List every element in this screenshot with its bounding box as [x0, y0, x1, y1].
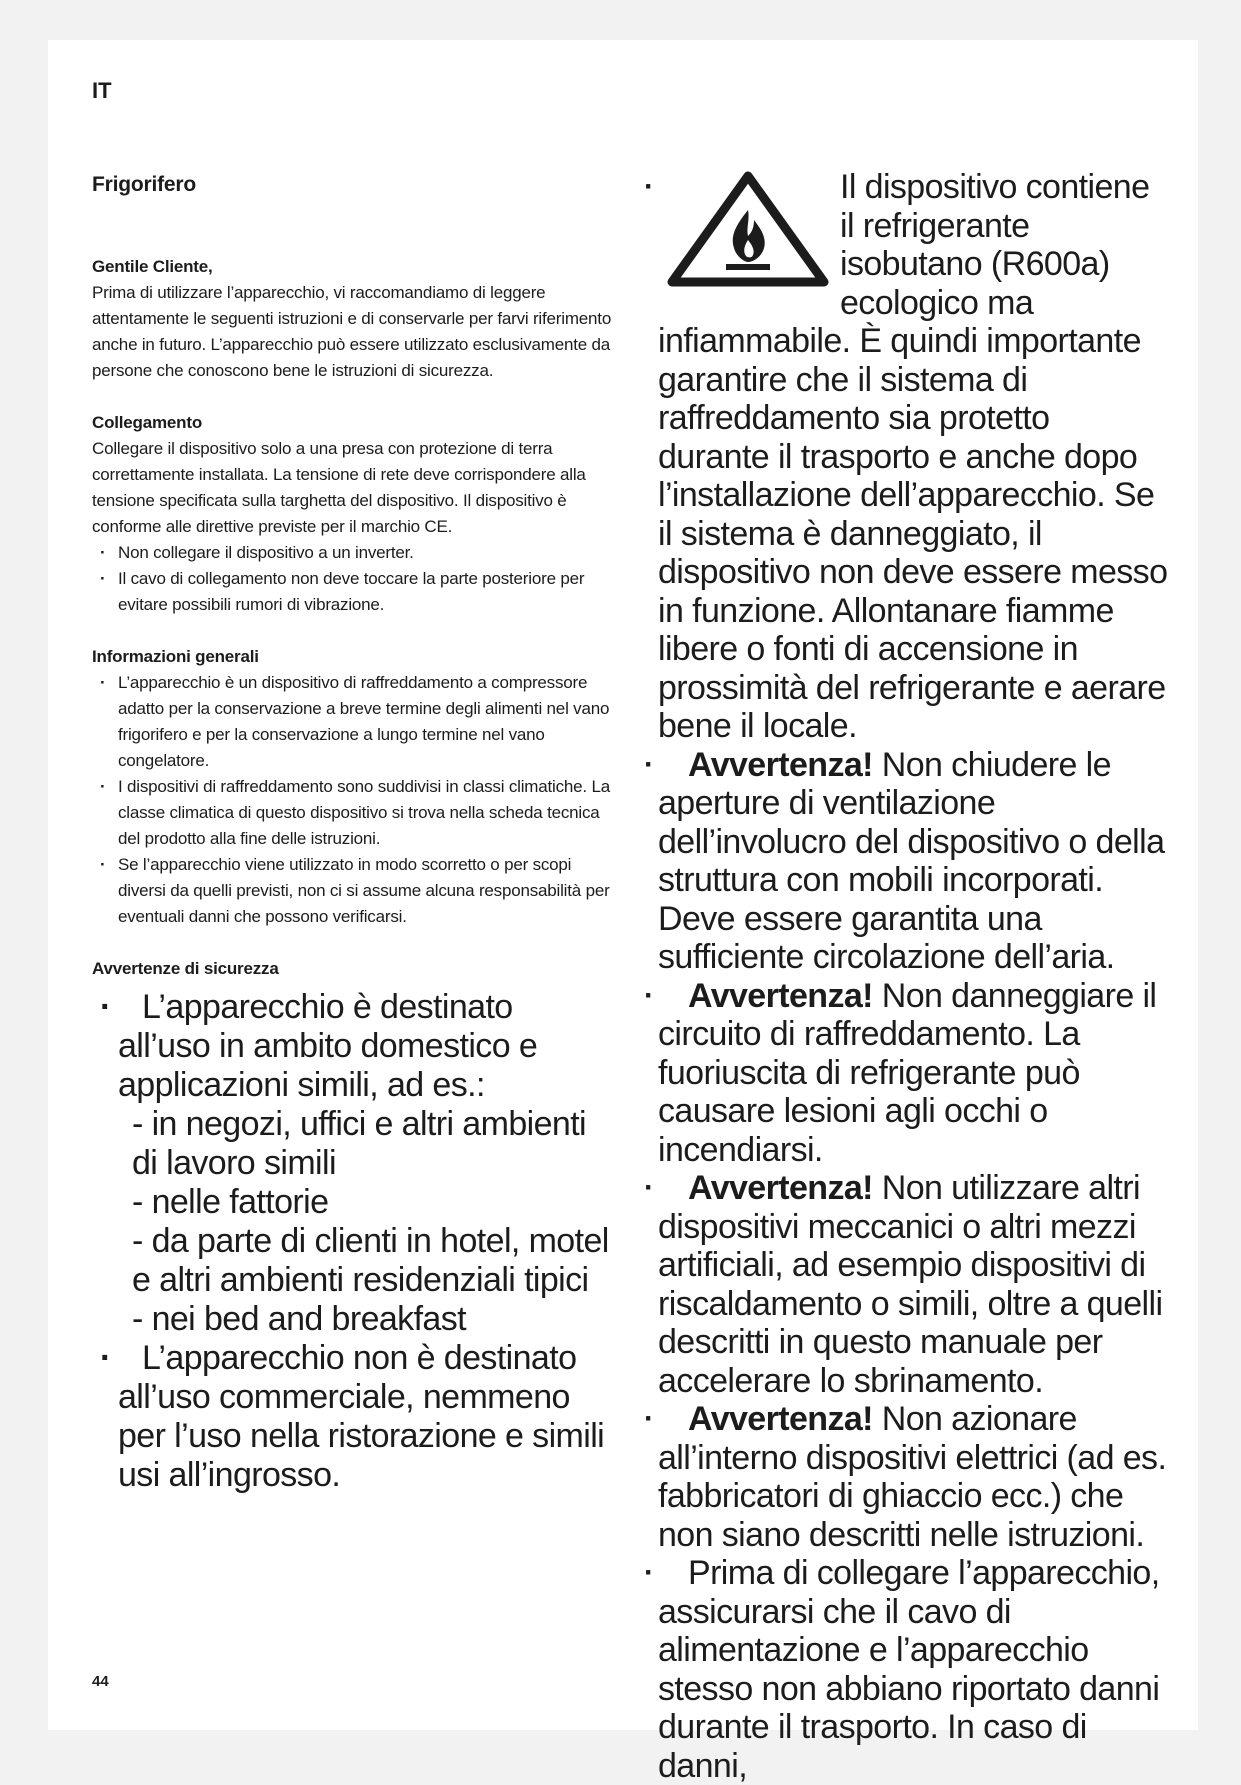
warnings-list [648, 168, 1168, 1785]
safety-section [92, 956, 612, 1495]
page-number: 44 [92, 1673, 109, 1690]
warning-text: Non danneggiare il circuito di raffreddamento. La fuoriuscita di refrigerante può causare lesioni agli occhi o incendiarsi. [658, 976, 1157, 1169]
warning-label: Avvertenza! [688, 1169, 873, 1207]
safety-item-lead: L’apparecchio è destinato all’uso in ambito domestico e applicazioni simili, ad es.: [118, 988, 538, 1104]
sublist-item: - da parte di clienti in hotel, motel e altri ambienti residenziali tipici [132, 1222, 609, 1299]
right-column [648, 168, 1168, 1785]
safety-heading: Avvertenze di sicurezza [92, 959, 279, 978]
connection-text: Collegare il dispositivo solo a una presa con protezione di terra correttamente installata. La tensione di rete deve corrispondere alla tensione specificata sulla targhetta del dispositivo. Il dispositivo è conforme alle direttive previste per il marchio CE. [92, 439, 586, 536]
sublist-item: - in negozi, uffici e altri ambienti di lavoro simili [132, 1105, 587, 1182]
warning-text: Non azionare all’interno dispositivi elettrici (ad es. fabbricatori di ghiaccio ecc.) che non siano descritti nelle istruzioni. [658, 1400, 1167, 1554]
list-item [648, 1169, 1168, 1400]
warning-label: Avvertenza! [688, 1400, 873, 1438]
warning-text: Non utilizzare altri dispositivi meccanici o altri mezzi artificiali, ad esempio dispositivi di riscaldamento o simili, oltre a quelli descritti in questo manuale per accelerare lo sbrinamento. [658, 1169, 1163, 1400]
document-title: Frigorifero [92, 173, 196, 196]
list-item [92, 1339, 612, 1495]
warning-label: Avvertenza! [688, 745, 873, 784]
list-item: · L’apparecchio è un dispositivo di raffreddamento a compressore adatto per la conservazione a breve termine degli alimenti nel vano frigorifero e per la conservazione a lungo termine nel vano congelatore. [92, 670, 612, 774]
sublist-item: - nelle fattorie [132, 1183, 329, 1221]
safety-item-text: L’apparecchio non è destinato all’uso commerciale, nemmeno per l’uso nella ristorazione e simili usi all’ingrosso. [118, 1339, 605, 1494]
general-info-heading: Informazioni generali [92, 647, 259, 666]
usage-sublist [118, 1105, 612, 1339]
list-item [648, 1554, 1168, 1785]
list-item [648, 168, 1168, 746]
general-info-list [92, 670, 612, 930]
left-column [92, 172, 612, 1495]
connection-heading: Collegamento [92, 413, 203, 432]
list-item: · Se l’apparecchio viene utilizzato in modo scorretto o per scopi diversi da quelli previsti, non ci si assume alcuna responsabilità per eventuali danni che possono verificarsi. [92, 852, 612, 930]
intro-text: Prima di utilizzare l’apparecchio, vi raccomandiamo di leggere attentamente le seguenti istruzioni e di conservarle per farvi riferimento anche in futuro. L’apparecchio può essere utilizzato esclusivamente da persone che conoscono bene le istruzioni di sicurezza. [92, 283, 612, 380]
sublist-item: - nei bed and breakfast [132, 1300, 466, 1338]
intro-section [92, 254, 612, 384]
intro-heading: Gentile Cliente, [92, 257, 213, 276]
list-item [648, 977, 1168, 1170]
list-item [648, 746, 1168, 977]
final-warning-text: Prima di collegare l’apparecchio, assicurarsi che il cavo di alimentazione e l’apparecchio stesso non abbiano riportato danni durante il trasporto. In caso di danni, [658, 1554, 1160, 1785]
list-item [648, 1400, 1168, 1554]
list-item: · I dispositivi di raffreddamento sono suddivisi in classi climatiche. La classe climatica di questo dispositivo si trova nella scheda tecnica del prodotto alla fine delle istruzioni. [92, 774, 612, 852]
connection-list [92, 540, 612, 618]
list-item: · Non collegare il dispositivo a un inverter. [92, 540, 612, 566]
warning-text: Non chiudere le aperture di ventilazione dell’involucro del dispositivo o della struttura con mobili incorporati. Deve essere garantita una sufficiente circolazione dell’aria. [658, 745, 1165, 976]
list-item: · Il cavo di collegamento non deve toccare la parte posteriore per evitare possibili rumori di vibrazione. [92, 566, 612, 618]
flammable-warning-icon [664, 170, 832, 288]
connection-section [92, 410, 612, 618]
list-item [92, 988, 612, 1339]
refrigerant-warning-text: · Il dispositivo contiene il refrigerante isobutano (R600a) ecologico ma infiammabile. È quindi importante garantire che il sistema di raffreddamento sia protetto durante il trasporto e anche dopo l’installazione dell’apparecchio. Se il sistema è danneggiato, il dispositivo non deve essere messo in funzione. Allontanare fiamme libere o fonti di accensione in prossimità del refrigerante e aerare bene il locale. [658, 168, 1168, 745]
general-info-section [92, 644, 612, 930]
warning-label: Avvertenza! [688, 976, 873, 1015]
safety-list [92, 988, 612, 1495]
language-code: IT [92, 78, 112, 103]
